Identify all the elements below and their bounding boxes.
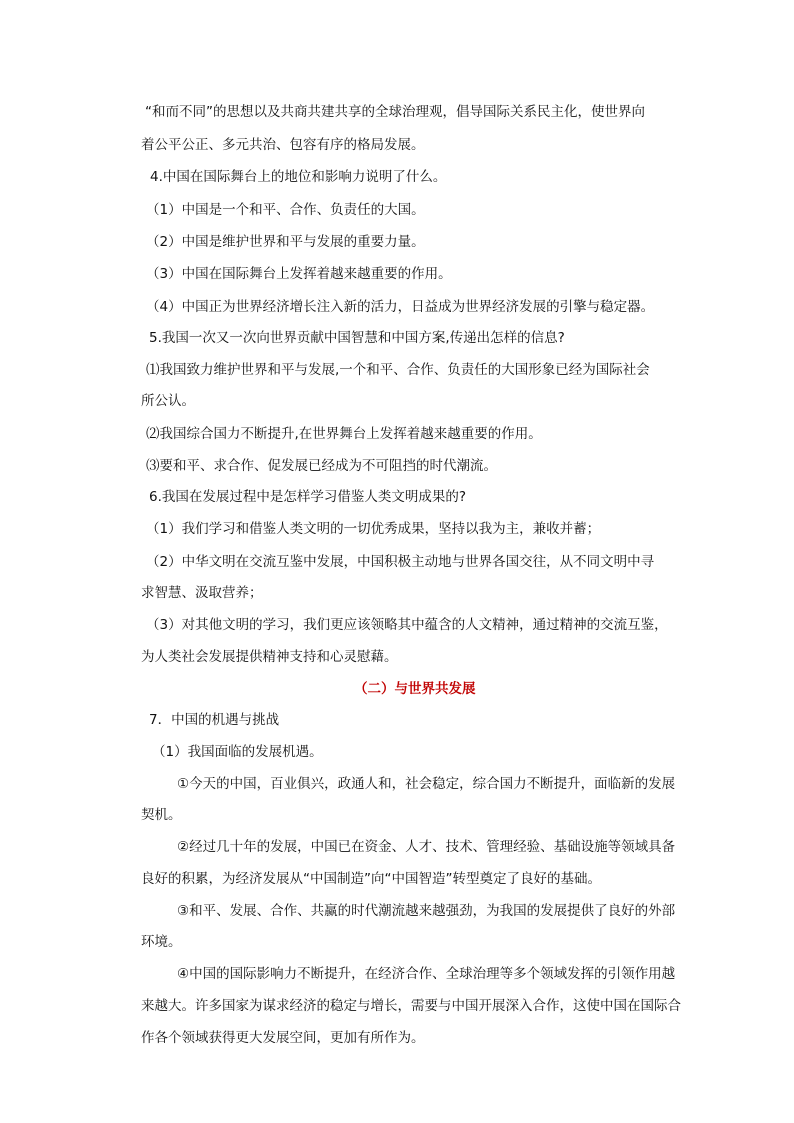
text-line: 为人类社会发展提供精神支持和心灵慰藉。 <box>141 649 398 665</box>
text-line: 契机。 <box>141 807 182 823</box>
text-line: 求智慧、汲取营养； <box>141 585 263 601</box>
text-line: （1）中国是一个和平、合作、负责任的大国。 <box>146 202 425 218</box>
text-line: （4）中国正为世界经济增长注入新的活力，日益成为世界经济发展的引擎与稳定器。 <box>146 299 655 315</box>
section-heading: （二）与世界共发展 <box>354 681 476 697</box>
text-line: （1）我国面临的发展机遇。 <box>152 744 323 760</box>
text-line: （2）中华文明在交流互鉴中发展，中国积极主动地与世界各国交往，从不同文明中寻 <box>146 554 655 570</box>
text-line: 所公认。 <box>141 393 195 409</box>
text-line: （3）中国在国际舞台上发挥着越来越重要的作用。 <box>146 266 452 282</box>
question-heading: 7．中国的机遇与挑战 <box>149 712 280 728</box>
text-line: 着公平公正、多元共治、包容有序的格局发展。 <box>141 137 425 153</box>
text-line: ⑶要和平、求合作、促发展已经成为不可阻挡的时代潮流。 <box>146 458 497 474</box>
text-line: （3）对其他文明的学习，我们更应该领略其中蕴含的人文精神，通过精神的交流互鉴， <box>146 617 668 633</box>
text-line: ③和平、发展、合作、共赢的时代潮流越来越强劲，为我国的发展提供了良好的外部 <box>177 903 676 919</box>
text-line: ⑴我国致力维护世界和平与发展,一个和平、合作、负责任的大国形象已经为国际社会 <box>146 362 650 378</box>
text-line: 环境。 <box>141 934 182 950</box>
text-line: ⑵我国综合国力不断提升,在世界舞台上发挥着越来越重要的作用。 <box>146 426 542 442</box>
text-line: 良好的积累，为经济发展从“中国制造”向“中国智造”转型奠定了良好的基础。 <box>141 871 601 887</box>
question-heading: 4.中国在国际舞台上的地位和影响力说明了什么。 <box>150 169 447 185</box>
text-line: 来越大。许多国家为谋求经济的稳定与增长，需要与中国开展深入合作，这使中国在国际合 <box>141 998 681 1014</box>
text-line: 作各个领域获得更大发展空间，更加有所作为。 <box>141 1030 425 1046</box>
text-line: （2）中国是维护世界和平与发展的重要力量。 <box>146 234 425 250</box>
text-line: ①今天的中国，百业俱兴，政通人和，社会稳定，综合国力不断提升，面临新的发展 <box>177 776 676 792</box>
text-line: “和而不同”的思想以及共商共建共享的全球治理观，倡导国际关系民主化，使世界向 <box>145 104 645 120</box>
text-line: ②经过几十年的发展，中国已在资金、人才、技术、管理经验、基础设施等领域具备 <box>177 839 676 855</box>
text-line: ④中国的国际影响力不断提升，在经济合作、全球治理等多个领域发挥的引领作用越 <box>177 966 676 982</box>
question-heading: 6.我国在发展过程中是怎样学习借鉴人类文明成果的? <box>149 489 467 505</box>
text-line: （1）我们学习和借鉴人类文明的一切优秀成果，坚持以我为主，兼收并蓄； <box>146 521 601 537</box>
question-heading: 5.我国一次又一次向世界贡献中国智慧和中国方案,传递出怎样的信息? <box>149 330 565 346</box>
